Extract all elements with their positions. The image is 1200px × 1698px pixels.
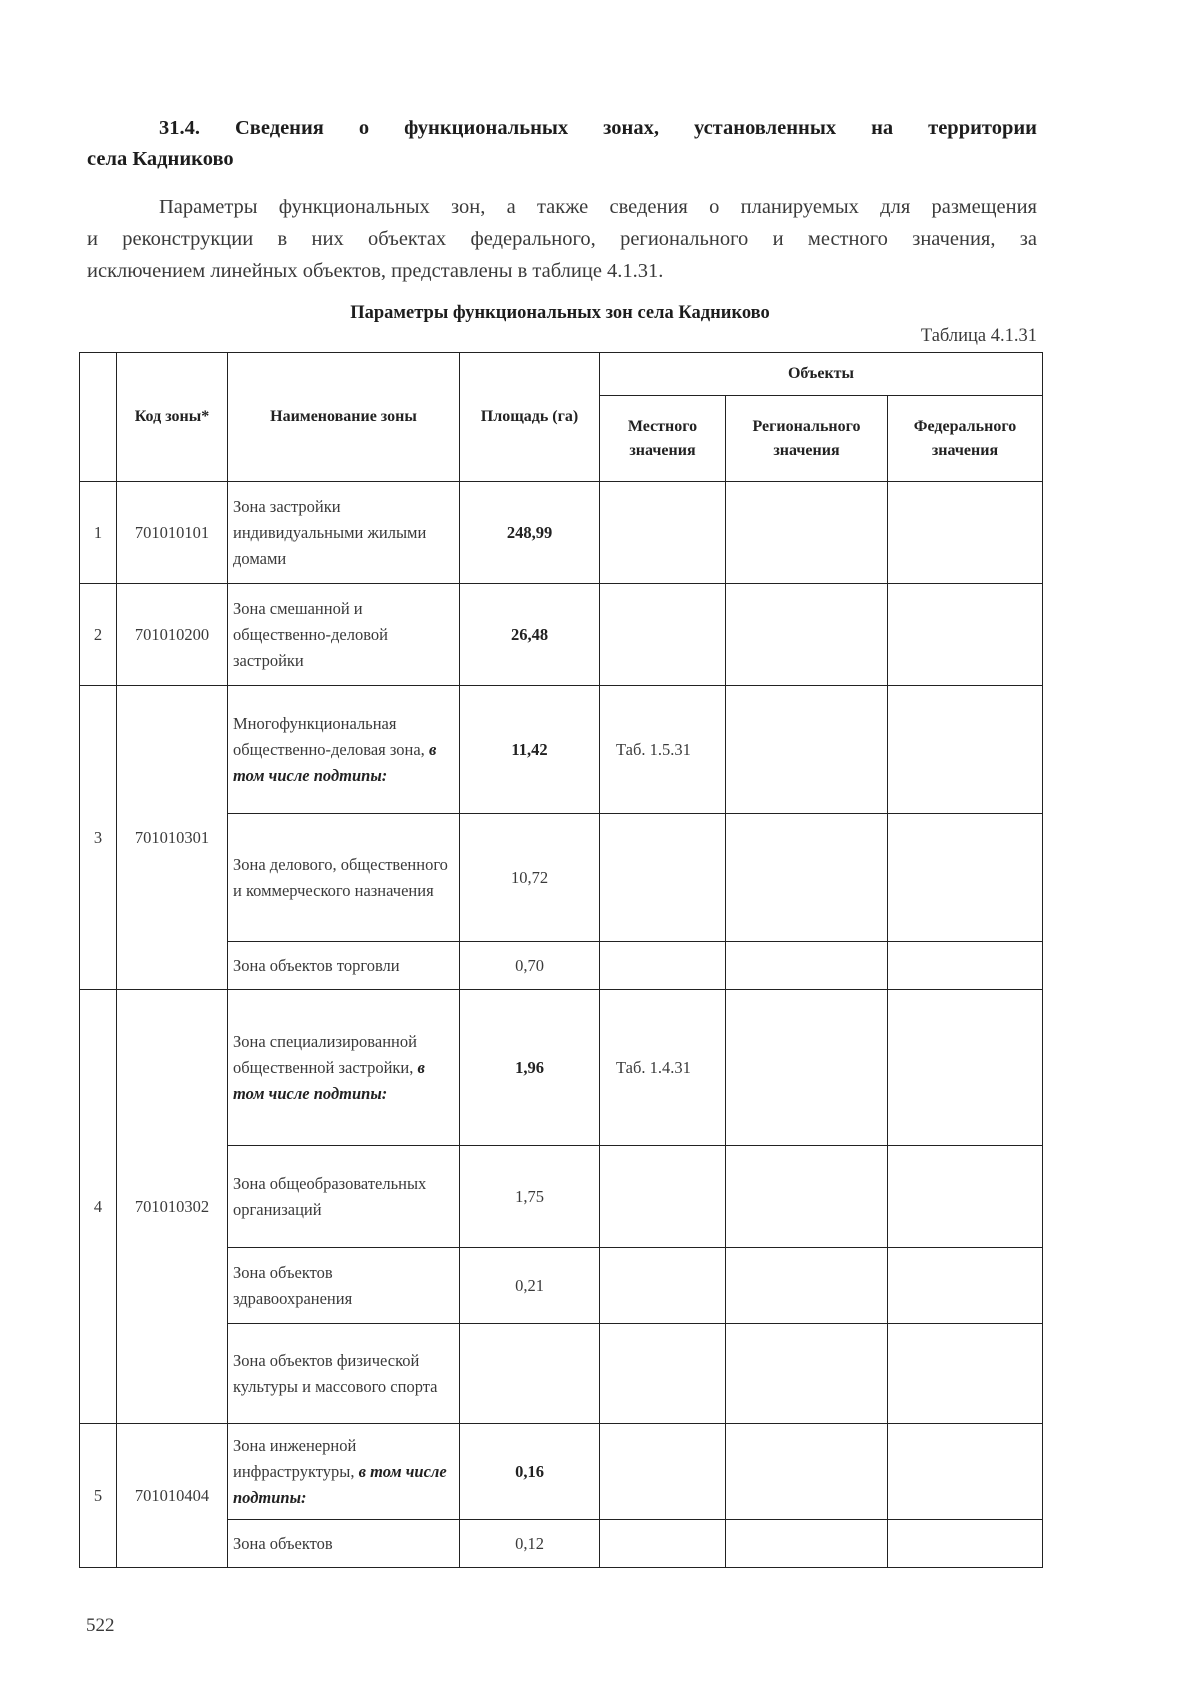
zone-code: 701010302 — [117, 990, 228, 1424]
zone-area — [460, 1324, 600, 1424]
row-number: 3 — [80, 686, 117, 990]
federal-objects — [888, 1324, 1043, 1424]
zone-code: 701010101 — [117, 482, 228, 584]
zone-name: Зона смешанной и общественно-деловой застройки — [228, 584, 460, 686]
local-objects — [600, 1324, 726, 1424]
header-name: Наименование зоны — [228, 353, 460, 482]
zone-name: Зона делового, общественного и коммерческого назначения — [228, 814, 460, 942]
zone-area: 0,16 — [460, 1424, 600, 1520]
header-row-1 — [80, 353, 1043, 396]
local-objects — [600, 584, 726, 686]
local-objects: Таб. 1.5.31 — [600, 686, 726, 814]
zone-area: 0,70 — [460, 942, 600, 990]
section-heading-line-2: села Кадниково — [87, 148, 234, 170]
header-regional: Регионального значения — [726, 396, 888, 482]
intro-paragraph — [87, 191, 1037, 287]
federal-objects — [888, 942, 1043, 990]
table-caption: Параметры функциональных зон села Кадниково — [350, 303, 770, 323]
federal-objects — [888, 1424, 1043, 1520]
zone-name — [228, 686, 460, 814]
zone-name: Зона объектов — [228, 1520, 460, 1568]
zone-name: Зона застройки индивидуальными жилыми домами — [228, 482, 460, 584]
local-objects — [600, 942, 726, 990]
zone-area: 1,75 — [460, 1146, 600, 1248]
row-number: 2 — [80, 584, 117, 686]
table-row — [80, 990, 1043, 1146]
local-objects — [600, 1520, 726, 1568]
page-number: 522 — [86, 1615, 115, 1636]
federal-objects — [888, 1520, 1043, 1568]
zone-name: Зона объектов здравоохранения — [228, 1248, 460, 1324]
table-row — [80, 1424, 1043, 1520]
regional-objects — [726, 1324, 888, 1424]
subtypes-note: в том числе подтипы: — [233, 1057, 425, 1103]
zone-name-text: Зона специализированной общественной застройки, — [233, 1031, 417, 1077]
zone-name: Зона объектов физической культуры и массового спорта — [228, 1324, 460, 1424]
header-local: Местного значения — [600, 396, 726, 482]
intro-line-3: исключением линейных объектов, представлены в таблице 4.1.31. — [87, 260, 664, 282]
zone-name-text: Зона инженерной инфраструктуры, — [233, 1435, 357, 1481]
federal-objects — [888, 686, 1043, 814]
row-number: 1 — [80, 482, 117, 584]
local-objects — [600, 1248, 726, 1324]
table-row — [80, 584, 1043, 686]
table-label: Таблица 4.1.31 — [920, 326, 1037, 346]
zone-code: 701010200 — [117, 584, 228, 686]
subtypes-note: в том числе подтипы: — [233, 739, 437, 785]
zone-area: 11,42 — [460, 686, 600, 814]
header-num — [80, 353, 117, 482]
federal-objects — [888, 1248, 1043, 1324]
local-objects — [600, 814, 726, 942]
header-objects: Объекты — [600, 353, 1043, 396]
zone-name — [228, 1424, 460, 1520]
federal-objects — [888, 1146, 1043, 1248]
local-objects — [600, 482, 726, 584]
table-row — [80, 686, 1043, 814]
section-heading-line-1: 31.4. Сведения о функциональных зонах, установленных на территории — [159, 117, 1037, 139]
zone-name: Зона общеобразовательных организаций — [228, 1146, 460, 1248]
zone-area: 10,72 — [460, 814, 600, 942]
regional-objects — [726, 686, 888, 814]
zone-name-text: Многофункциональная общественно-деловая зона, — [233, 713, 425, 759]
zone-area: 1,96 — [460, 990, 600, 1146]
zone-name: Зона объектов торговли — [228, 942, 460, 990]
zone-area: 248,99 — [460, 482, 600, 584]
zone-area: 26,48 — [460, 584, 600, 686]
regional-objects — [726, 942, 888, 990]
intro-line-1: Параметры функциональных зон, а также сведения о планируемых для размещения — [159, 196, 1037, 218]
regional-objects — [726, 814, 888, 942]
zone-area: 0,12 — [460, 1520, 600, 1568]
local-objects — [600, 1424, 726, 1520]
federal-objects — [888, 814, 1043, 942]
zone-name — [228, 990, 460, 1146]
regional-objects — [726, 1520, 888, 1568]
zone-area: 0,21 — [460, 1248, 600, 1324]
header-area: Площадь (га) — [460, 353, 600, 482]
zone-code: 701010404 — [117, 1424, 228, 1568]
local-objects: Таб. 1.4.31 — [600, 990, 726, 1146]
row-number: 4 — [80, 990, 117, 1424]
federal-objects — [888, 584, 1043, 686]
regional-objects — [726, 990, 888, 1146]
row-number: 5 — [80, 1424, 117, 1568]
intro-line-2: и реконструкции в них объектах федерального, регионального и местного значения, за — [87, 228, 1037, 250]
regional-objects — [726, 1424, 888, 1520]
local-objects — [600, 1146, 726, 1248]
table-row — [80, 482, 1043, 584]
header-federal: Федерального значения — [888, 396, 1043, 482]
regional-objects — [726, 1146, 888, 1248]
regional-objects — [726, 482, 888, 584]
regional-objects — [726, 1248, 888, 1324]
federal-objects — [888, 482, 1043, 584]
federal-objects — [888, 990, 1043, 1146]
zone-code: 701010301 — [117, 686, 228, 990]
zones-table — [79, 352, 1043, 1568]
header-code: Код зоны* — [117, 353, 228, 482]
regional-objects — [726, 584, 888, 686]
subtypes-note: в том числе подтипы: — [233, 1461, 447, 1507]
section-heading — [87, 113, 1037, 175]
